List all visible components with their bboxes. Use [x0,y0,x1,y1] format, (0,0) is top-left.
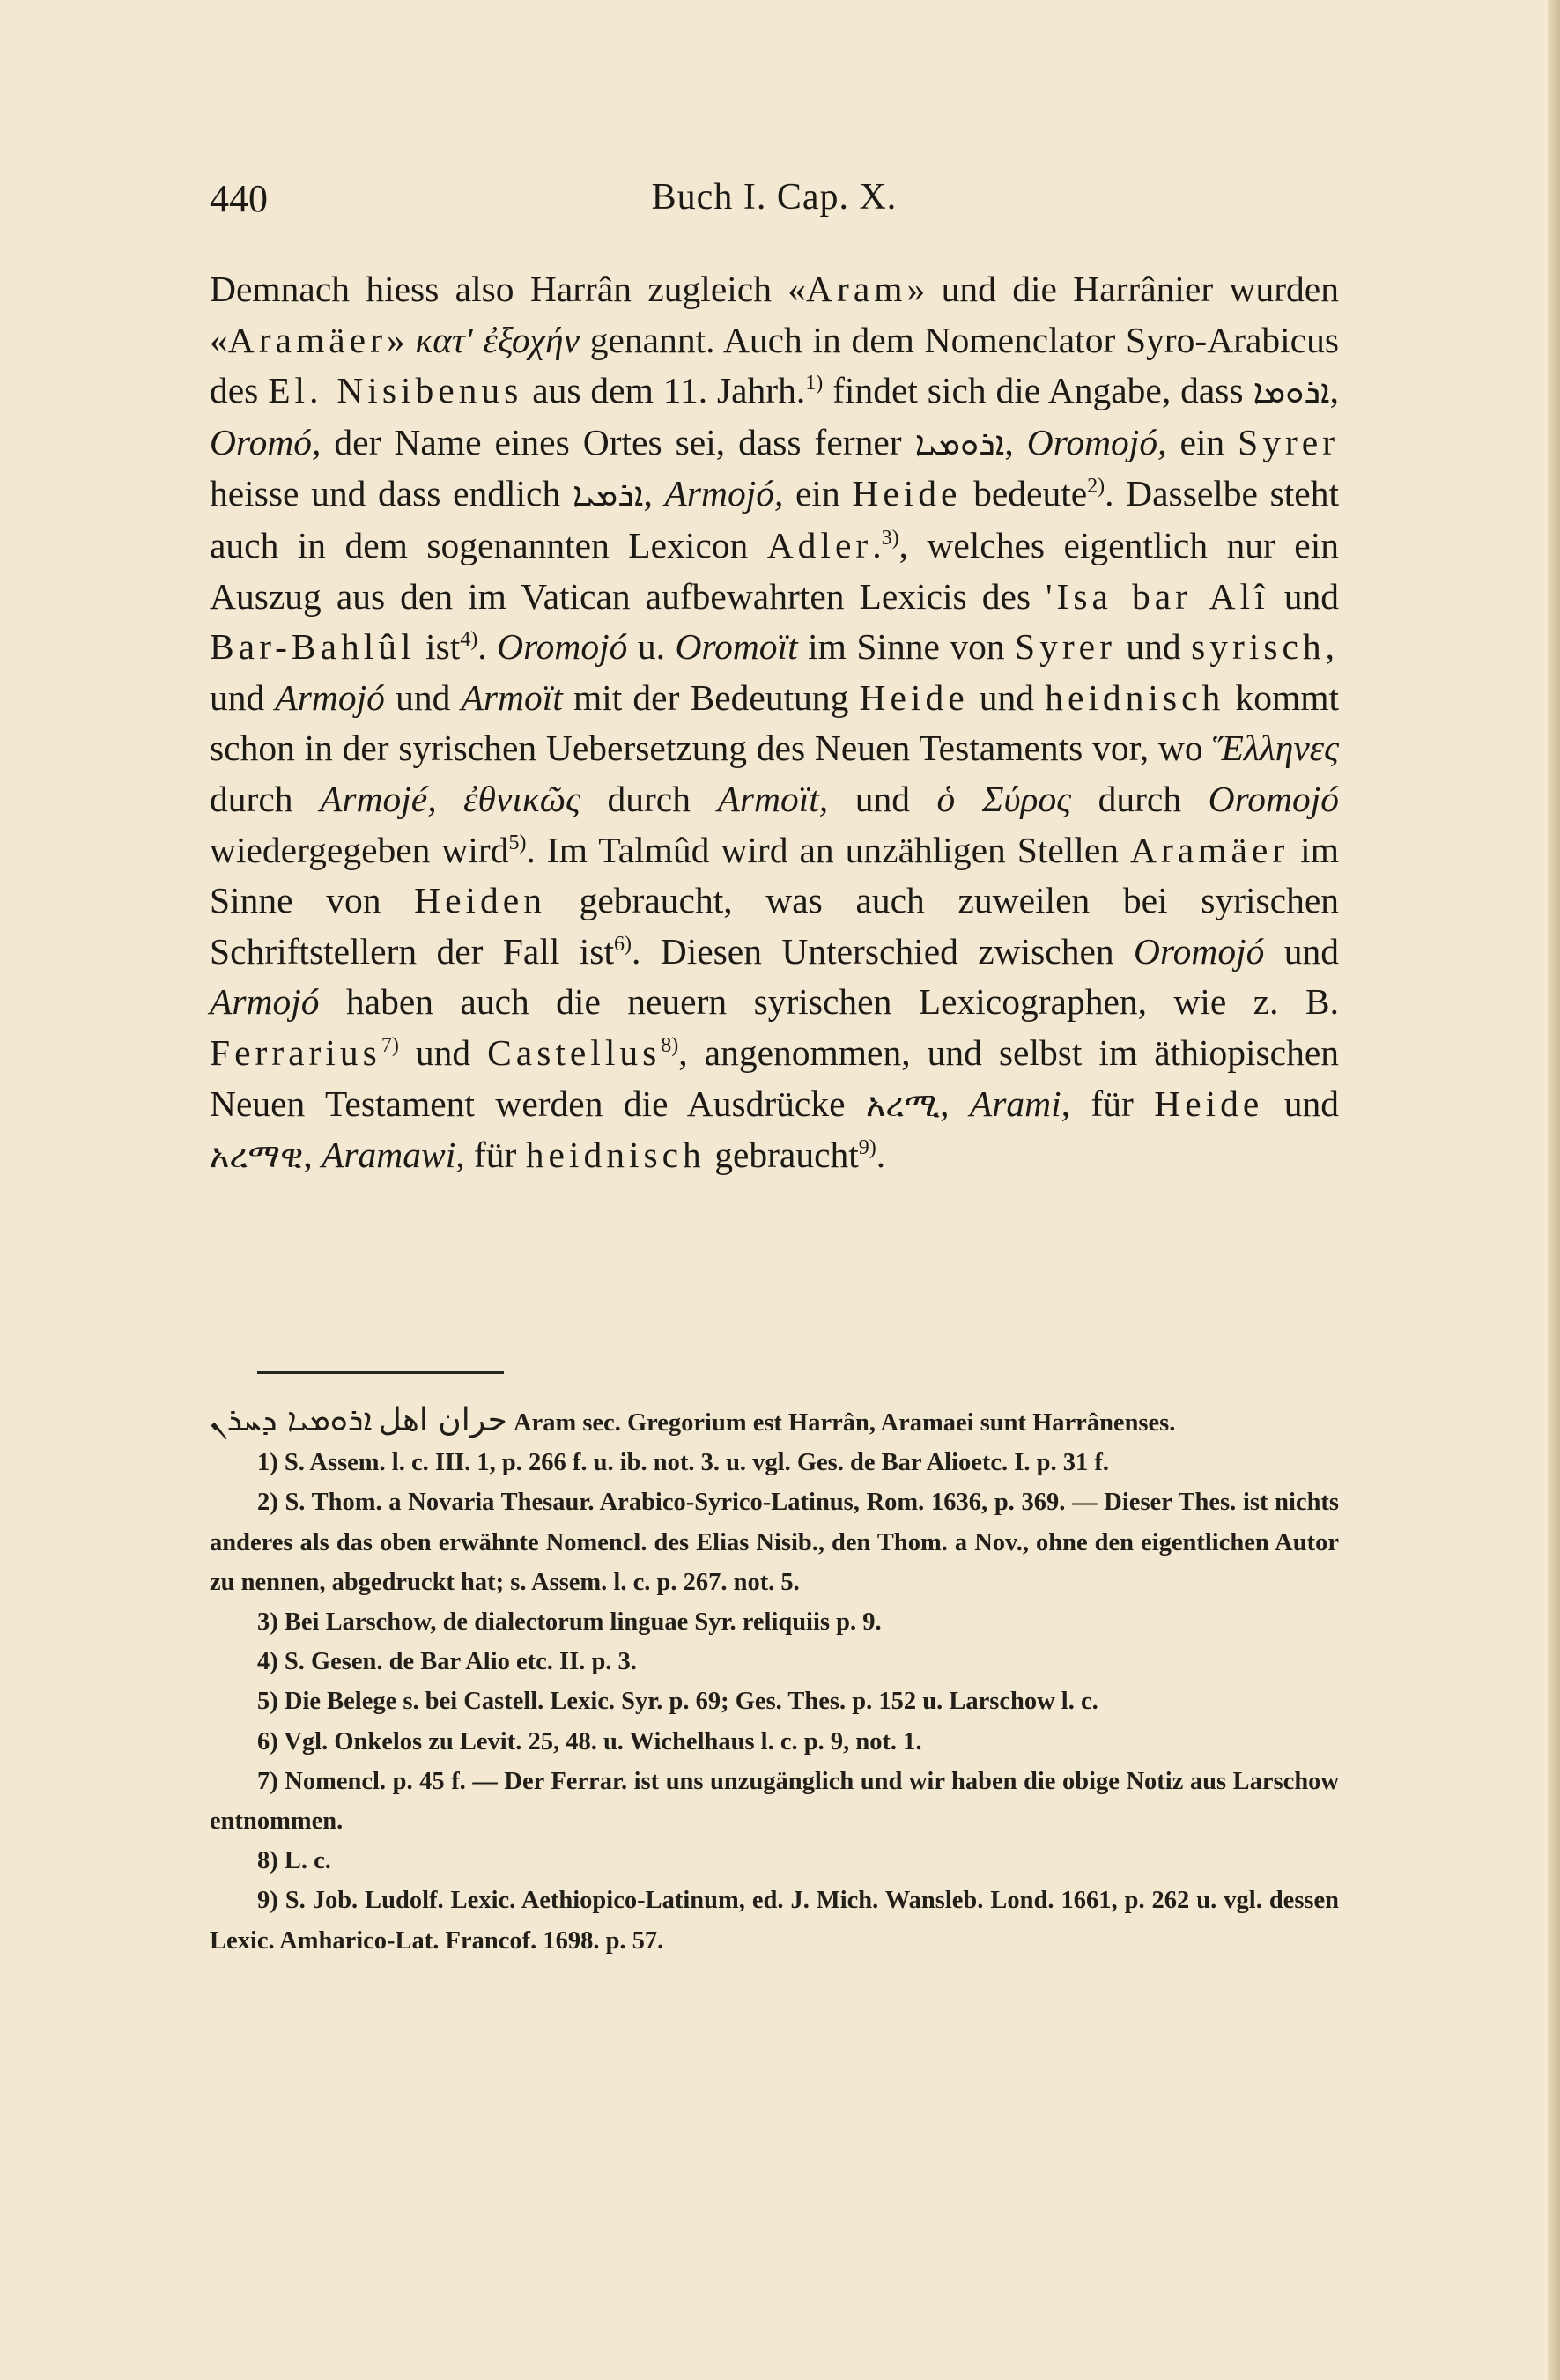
syriac-term: ܐܪܡܝܐ [572,475,644,514]
page-header [210,176,1339,238]
spaced-term: Ferrarius [210,1031,381,1073]
text-run: und [1115,626,1192,668]
spaced-term: Syrer [1015,626,1116,668]
footnote-6: 6) Vgl. Onkelos zu Levit. 25, 48. u. Wichelhaus l. c. p. 9, not. 1. [257,1727,922,1755]
text-run: durch [580,778,718,819]
footnote-3: 3) Bei Larschow, de dialectorum linguae Syr. reliquiis p. 9. [257,1608,882,1637]
spaced-term: Heide [1154,1083,1264,1124]
spaced-term: Syrer [1238,421,1340,462]
footnote-ref: 1) [805,372,824,395]
text-run: durch [1071,778,1209,819]
text-run [437,779,464,819]
text-run: und [1263,1083,1339,1124]
text-run: und [828,778,937,819]
text-run: gebraucht [705,1135,859,1176]
text-run: , angenommen, und selbst im äthiopischen Neuen Testament werden die Ausdrücke [210,1031,1339,1124]
page-number: 440 [210,177,268,220]
spaced-term: syrisch, [1191,626,1340,668]
text-run: kommt schon in der syrischen Uebersetzung des Neuen Testaments vor, wo [210,676,1340,769]
spaced-term: Heide [859,676,969,718]
text-run: heisse und dass endlich [210,473,573,514]
footnote-ref: 9) [858,1136,876,1160]
spaced-term: El. Nisibenus [268,370,523,411]
text-run: . Diesen Unterschied zwischen [631,930,1135,972]
spaced-term: Bar-Bahlûl [210,626,416,668]
text-run: . [876,1135,886,1176]
text-run: » und die Harrânier wurden « [210,269,1339,360]
italic-term: Oromojó [497,626,628,668]
footnote-2: 2) S. Thom. a Novaria Thesaur. Arabico-Syrico-Latinus, Rom. 1636, p. 369. — Dieser Thes. ist nichts anderes als das oben erwähnte Nomencl. des Elias Nisib., den Thom. a Nov., ohne den eigentlichen Autor zu nennen, abgedruckt hat; s. Assem. l. c. p. 267. not. 5. [210,1489,1339,1596]
footnote-ref: 6) [613,932,632,956]
footnote-4: 4) S. Gesen. de Bar Alio etc. II. p. 3. [257,1648,637,1676]
footnote-7: 7) Nomencl. p. 45 f. — Der Ferrar. ist uns unzugänglich und wir haben die obige Notiz aus Larschow entnommen. [210,1767,1339,1836]
italic-term: Aramawi, [322,1135,465,1176]
text-run: ist [415,626,461,668]
footnote-ref: 2) [1087,475,1105,499]
text-run: . [872,524,882,565]
italic-term: Arami, [969,1083,1070,1124]
spaced-term: Adler [766,524,873,565]
footnotes [210,1401,1339,1961]
running-title: Buch I. Cap. X. [651,177,898,218]
text-run: bedeute [961,473,1088,514]
text-run: , [940,1083,970,1124]
italic-term: Armojó, [664,473,784,514]
arabic-term: حران اهل [378,1402,507,1438]
text-run: im Sinne von [797,626,1016,668]
italic-term: Armojó [275,676,385,718]
spaced-term: Aramäer [1130,829,1290,870]
text-run: findet sich die Angabe, dass [823,370,1253,411]
spaced-term: Aramäer [227,319,387,360]
text-run: durch [210,778,321,819]
text-run: und [210,676,276,718]
text-run: gebraucht, was auch zuweilen bei syrischen Schriftstellern der Fall ist [210,880,1340,972]
spaced-term: heidnisch [525,1135,706,1176]
text-run: . Im Talmûd wird an unzähligen Stellen [526,829,1131,870]
text-run: im Sinne von [210,829,1339,921]
text-run: aus dem 11. Jahrh. [522,370,806,411]
italic-term: Armoït, [717,778,829,819]
italic-term: Oromó, [210,421,322,462]
greek-term: ὁ Σύρος [936,778,1072,819]
body-paragraph [210,264,1339,1182]
text-run: , [643,473,665,514]
footnote-divider [257,1371,504,1374]
text-run: , [1329,370,1339,411]
footnote-ref: 8) [661,1034,679,1058]
text-run: . [477,626,498,668]
text-run: ein [1166,421,1238,462]
ethiopic-term: አረሚ [865,1084,941,1124]
italic-term: Armojó [210,981,320,1023]
text-run: , [1004,421,1027,462]
footnote-ref: 7) [381,1034,399,1058]
footnote-9: 9) S. Job. Ludolf. Lexic. Aethiopico-Latinum, ed. J. Mich. Wansleb. Lond. 1661, p. 262 u. vgl. dessen Lexic. Amharico-Lat. Francof. 1698. p. 57. [210,1887,1339,1955]
spaced-term: Heide [852,473,962,514]
footnote-ref: 5) [508,831,527,854]
italic-term: Oromojó [1134,930,1265,972]
italic-term: Oromojó [1208,778,1340,819]
spaced-term: Castellus [487,1031,662,1073]
text-run: Demnach hiess also Harrân zugleich « [210,269,807,309]
footnote-text: Aram sec. Gregorium est Harrân, Aramaei sunt Harrânenses. [506,1409,1176,1437]
text-run: und [384,676,462,718]
syriac-term: ܐܪܘܡܝܐ [914,423,1005,462]
text-run: haben auch die neuern syrischen Lexicographen, wie z. B. [319,981,1339,1023]
syriac-term: ܐܪܘܡܐ [1253,372,1330,411]
text-run: und [968,676,1046,718]
spaced-term: Aram [806,269,907,309]
spaced-term: heidnisch [1045,676,1225,718]
text-run: ein [783,473,853,514]
footnote-1: 1) S. Assem. l. c. III. 1, p. 266 f. u. ib. not. 3. u. vgl. Ges. de Bar Alioetc. I. p. 31 f. [257,1449,1109,1477]
greek-term: ἐθνικῶς [463,778,580,819]
footnote-8: 8) L. c. [257,1847,331,1875]
italic-term: Armojé, [320,778,437,819]
text-run: mit der Bedeutung [562,676,860,718]
ethiopic-term: አረማዊ [210,1136,304,1176]
footnote-5: 5) Die Belege s. bei Castell. Lexic. Syr. p. 69; Ges. Thes. p. 152 u. Larschow l. c. [257,1688,1098,1716]
text-run: und [398,1031,488,1073]
footnote-ref: 3) [881,527,899,551]
text-run: » [386,319,416,360]
text-run: wiedergegeben wird [210,829,509,870]
text-run: und [1268,575,1339,617]
footnote-ref: 4) [460,628,478,652]
italic-term: Armoït [461,676,563,718]
page-edge [1548,0,1560,2380]
italic-term: Oromojó, [1026,421,1167,462]
spaced-term: Heiden [414,880,546,921]
text-run: der Name eines Ortes sei, dass ferner [321,421,915,462]
text-run: . Dasselbe steht auch in dem sogenannten Lexicon [210,473,1339,565]
greek-term: Ἕλληνες [1212,728,1339,769]
text-run: u. [627,626,676,668]
italic-term: Oromoït [675,626,798,668]
text-run: für [1070,1083,1155,1124]
syriac-term: ܐܪܘܡܝܐ ܕܚܪܢ [210,1402,373,1438]
footnote-unnumbered [210,1401,1339,1443]
text-run: und [1264,930,1339,972]
main-text [210,264,1339,1182]
text-run: , [303,1135,322,1176]
spaced-term: 'Isa bar Alî [1046,575,1269,617]
text-run: genannt. Auch in dem Nomenclator Syro-Arabicus des [210,319,1339,411]
text-run: , welches eigentlich nur ein Auszug aus den im Vatican aufbewahrten Lexicis des [210,524,1340,617]
greek-term: κατ' ἐξοχήν [415,319,580,360]
text-run: für [464,1135,526,1176]
